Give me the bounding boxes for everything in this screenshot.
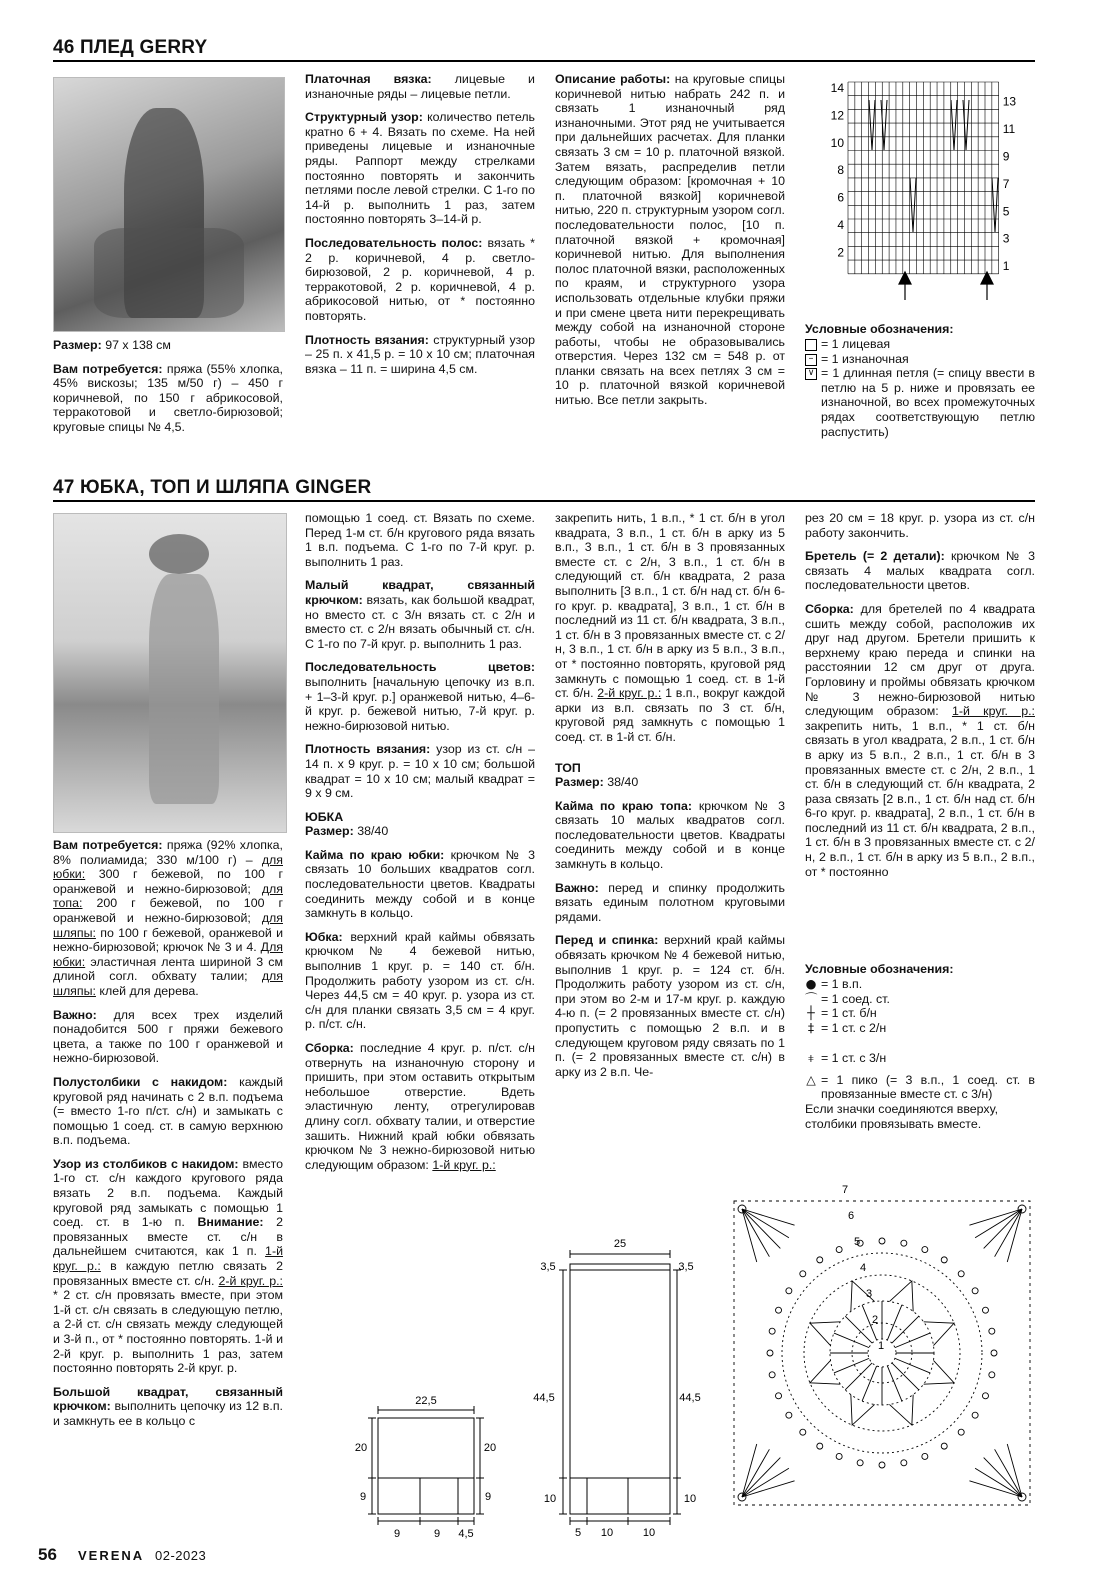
col1-46 bbox=[53, 338, 283, 444]
top-bottom-label-right: 9 bbox=[484, 1491, 492, 1503]
chain-arch bbox=[958, 1429, 964, 1435]
top-edge-label: Кайма по краю топа: bbox=[555, 798, 692, 813]
legend-chain-text: = 1 в.п. bbox=[821, 977, 863, 991]
row-label-left: 4 bbox=[837, 218, 844, 232]
dc-text: каждый круговой ряд начинать с 2 в.п. подъема (= вместо 1-го п/ст. с/н) и замыкать с помощью 1 соед. ст. в самую верхнюю в.п. подъема. bbox=[53, 1074, 283, 1148]
need-skirt2-label: Для юбки: bbox=[53, 940, 284, 969]
attention-text: 2 провязанных вместе ст. с/н в дальнейшем считаются, как 1 п. bbox=[53, 1215, 283, 1259]
assembly-text: последние 4 круг. р. п/ст. с/н отвернуть на изнаночную сторону и пришить, при этом оставить открытым небольшое отверстие. Вдеть эластичную ленту, отрегулировав длину согл. обхвату талии, и отверстие зашить. Нижний край юбки обвязать крючком № 3 нежно-бирюзовой нитью следующим образом: bbox=[305, 1041, 535, 1172]
top-assembly-text: для бретелей по 4 квадрата сшить между собой, расположив их друг над другом. Бретели пришить к верхнему краю переда и спинки на расстоянии 12 см друг от друга. Горловину и проймы обвязать крючком № 3 нежно-бирюзовой нитью следующим образом: bbox=[805, 601, 1035, 719]
col2-47 bbox=[305, 511, 535, 1181]
row-label-left: 2 bbox=[837, 245, 844, 260]
need-hat-text: по 100 г бежевой, оранжевой и нежно-бирюзовой; крючок № 3 и 4. bbox=[53, 925, 283, 955]
round-number: 7 bbox=[842, 1184, 849, 1196]
plaid-photo bbox=[53, 77, 285, 332]
chain-arch bbox=[776, 1307, 782, 1313]
skirt-title: ЮБКА bbox=[305, 809, 344, 824]
chain-arch bbox=[991, 1350, 997, 1356]
chain-arch bbox=[836, 1247, 842, 1253]
skirt-schematic bbox=[530, 1230, 710, 1540]
chain-arch bbox=[972, 1288, 978, 1294]
skirt-size-label: Размер: bbox=[305, 824, 354, 839]
row-label-right: 11 bbox=[1002, 122, 1016, 137]
top-height-label-right: 20 bbox=[483, 1442, 497, 1454]
smallsq-text: вязать, как большой квадрат, но вместо ст. с 3/н вязать ст. с 2/н и вместо ст. с 2/н вязать обычный ст. с/н. С 1-го по 7-й круг. р. выполнить 1 раз. bbox=[305, 592, 536, 651]
size-label: Размер: bbox=[53, 338, 102, 352]
row-label-left: 6 bbox=[837, 190, 844, 205]
round-number: 6 bbox=[848, 1210, 855, 1222]
col4-cont: рез 20 см = 18 круг. р. узора из ст. с/н работу закончить. bbox=[805, 511, 1035, 540]
top-w1-label: 9 bbox=[393, 1528, 401, 1540]
top-w3-label: 4,5 bbox=[458, 1528, 474, 1540]
col1-47 bbox=[53, 838, 283, 1438]
chain-arch bbox=[901, 1240, 907, 1246]
chain-arch bbox=[982, 1307, 988, 1313]
col2-cont: помощью 1 соед. ст. Вязать по схеме. Перед 1-м ст. б/н кругового ряда вязать 1 в.п. подъема. С 1-го по 7-й круг. р. выполнить 1 раз. bbox=[305, 511, 535, 569]
chain-arch bbox=[769, 1328, 775, 1334]
row-label-right: 9 bbox=[1002, 149, 1010, 164]
top-assembly-text2: закрепить нить, 1 в.п., * 1 ст. б/н связать в угол квадрата, 2 в.п., 1 ст. б/н в арку из 5 в.п., 2 в.п., 1 ст. б/н в 3 провязанных вместе ст. с 2/н, 2 в.п., 1 ст. б/н в следующий ст. б/н квадрата, 2 раза связать [2 в.п., 1 ст. б/н над ст. б/н 6-го круг. р. квадрата], 2 в.п., 1 ст. б/н в последний из 11 ст. б/н квадрата, 2 в.п., 1 ст. б/н в 3 провязанных вместе ст. с 2/н, 2 в.п., 1 ст. б/н в арку из 5 в.п., 2 в.п., от * постоянно bbox=[805, 718, 1035, 879]
chain-arch bbox=[901, 1460, 907, 1466]
col3-47 bbox=[555, 511, 785, 1088]
work-label: Описание работы: bbox=[555, 72, 671, 86]
need-label: Вам потребуется: bbox=[53, 361, 163, 376]
round-number: 5 bbox=[854, 1236, 861, 1248]
need-hat-label: для шляпы: bbox=[53, 910, 283, 940]
garter-label: Платочная вязка: bbox=[305, 72, 432, 86]
struct-label: Структурный узор: bbox=[305, 110, 423, 125]
legend-dc2-text: = 1 ст. с 2/н bbox=[821, 1020, 887, 1035]
legend-46-title: Условные обозначения: bbox=[805, 322, 954, 336]
need-top-text: 200 г бежевой, по 100 г оранжевой и нежно-бирюзовой; bbox=[53, 896, 283, 925]
gauge-text: структурный узор – 25 п. х 41,5 р. = 10 х 10 см; платочная вязка – 11 п. = ширина 4,5 см. bbox=[305, 332, 535, 376]
top-bottom-label-left: 9 bbox=[359, 1491, 367, 1503]
need-skirt-label: для юбки: bbox=[53, 852, 283, 882]
section-46-title: 46 ПЛЕД GERRY bbox=[53, 37, 208, 58]
legend-46 bbox=[805, 322, 1035, 439]
dc-label: Полустолбики с накидом: bbox=[53, 1074, 228, 1089]
legend-picot-text: = 1 пико (= 3 в.п., 1 соед. ст. в провязанные вместе ст. с 3/н) bbox=[821, 1072, 1035, 1102]
row-label-left: 10 bbox=[830, 135, 844, 150]
gauge-label: Плотность вязания: bbox=[305, 332, 429, 347]
knitting-chart bbox=[820, 72, 1020, 312]
front-text: верхний край каймы обвязать крючком № 4 бежевой нитью, выполнив 1 круг. р. = 124 ст. б/н. Продолжить работу узором из ст. с/н, при этом во 2-м и 17-м круг. р. каждую 4-ю п. (= 2 провязанных вместе ст. с/н) пропустить с помощью 2 в.п. и в следующем круговом ряду связать по 1 п. (= 2 провязанных вместе ст. с/н) в арку из 2 в.п. Че- bbox=[555, 933, 785, 1079]
top-important-text: перед и спинку продолжить вязать единым полотном круговыми рядами. bbox=[555, 880, 785, 924]
picot-icon: △ bbox=[806, 1071, 816, 1087]
need47-label: Вам потребуется: bbox=[53, 838, 163, 852]
section-47-rule bbox=[53, 500, 1035, 502]
legend-slip-text: = 1 соед. ст. bbox=[821, 991, 890, 1006]
slip-stitch-icon: ⌒ bbox=[805, 990, 818, 1006]
chain-arch bbox=[767, 1350, 773, 1356]
skirt-height-label-right: 44,5 bbox=[679, 1392, 701, 1404]
colors-label: Последовательность цветов: bbox=[305, 660, 535, 675]
skirt-text: верхний край каймы обвязать крючком № 4 бежевой нитью, выполнив 1 круг. р. = 140 ст. б/н. Продолжить работу узором из ст. с/н. Через 44,5 см = 40 круг. р. узора из ст. с/н для планки связать 3,5 см = 4 круг. р. п/ст. с/н. bbox=[305, 929, 535, 1032]
skirt-w3-label: 10 bbox=[642, 1527, 656, 1539]
chain-arch bbox=[922, 1453, 928, 1459]
need-skirt-text: 300 г бежевой, по 100 г оранжевой и нежно-бирюзовой; bbox=[53, 867, 283, 896]
skirt-bottom-label-left: 10 bbox=[543, 1493, 557, 1505]
issue-number: 02-2023 bbox=[155, 1548, 207, 1563]
row-label-left: 8 bbox=[837, 163, 844, 178]
need-text: пряжа (55% хлопка, 45% вискозы; 135 м/50 г) – 450 г коричневой, по 150 г абрикосовой, терракотовой и светло-бирюзовой; круговые спицы № 4,5. bbox=[53, 361, 283, 434]
chain-arch bbox=[941, 1257, 947, 1263]
ginger-photo bbox=[53, 513, 287, 833]
chain-arch bbox=[800, 1271, 806, 1277]
need-skirt2-text: эластичная лента шириной 3 см длиной согл. обхвату талии; bbox=[53, 954, 283, 984]
attention-label: Внимание: bbox=[197, 1215, 264, 1230]
top-body-rect bbox=[378, 1418, 474, 1514]
skirt-w2-label: 10 bbox=[600, 1527, 614, 1539]
colors-text: выполнить [начальную цепочку из в.п. + 1–3-й круг. р.] оранжевой нитью, 4–6-й круг. р. бежевой нитью, 7-й круг. р. нежно-бирюзовой нитью. bbox=[305, 674, 535, 733]
legend-note: Если значки соединяются вверху, столбики провязывать вместе. bbox=[805, 1101, 999, 1131]
row-label-right: 7 bbox=[1002, 176, 1010, 191]
legend-sc-text: = 1 ст. б/н bbox=[821, 1006, 877, 1021]
skirt-band-label-left: 3,5 bbox=[540, 1261, 556, 1273]
struct-text: количество петель кратно 6 + 4. Вязать по схеме. На ней приведены лицевые и изнаночные ряды. Раппорт между стрелками постоянно повторять и закончить петлями после левой стрелки. С 1-го по 14-й р. выполнить 1 раз, затем постоянно повторять 3–14-й р. bbox=[305, 110, 535, 227]
important-label: Важно: bbox=[53, 1007, 97, 1022]
col3-text2: 1 в.п., вокруг каждой арки из в.п. связать по 3 ст. б/н, круговой ряд замкнуть с помощью 1 соед. ст. в 1-й ст. б/н. bbox=[555, 686, 785, 744]
round-number: 1 bbox=[878, 1340, 885, 1352]
top-assembly-label: Сборка: bbox=[805, 601, 854, 616]
legend-long-text: = 1 длинная петля (= спицу ввести в петлю на 5 р. ниже и провязать ее изнаночной, во всех промежуточных рядах соответствующую петлю распустить) bbox=[821, 366, 1035, 439]
chain-arch bbox=[941, 1443, 947, 1449]
legend-47-title: Условные обозначения: bbox=[805, 962, 954, 976]
row-label-left: 14 bbox=[830, 81, 844, 95]
col3-text1: закрепить нить, 1 в.п., * 1 ст. б/н в угол квадрата, 3 в.п., 1 ст. б/н в арку из 5 в.п., 3 в.п., 1 ст. б/н в 3 провязанных вместе ст. с 2/н, 3 в.п., 1 ст. б/н в следующий ст. б/н квадрата, 2 раза выполнить [3 в.п., 1 ст. б/н над ст. б/н 6-го круг. р. квадрата], 3 в.п., 1 ст. б/н в последний из 11 ст. б/н квадрата, 3 в.п., 1 ст. б/н в 3 провязанных вместе ст. с 2/н, 3 в.п., 1 ст. б/н в арку из 5 в.п., 3 в.п., от * постоянно повторять, круговой ряд замкнуть с помощью 1 соед. ст. в 1-й ст. б/н. bbox=[555, 511, 785, 701]
chain-icon: ● bbox=[805, 976, 817, 991]
legend-dc3-text: = 1 ст. с 3/н bbox=[821, 1051, 887, 1066]
skirt-label: Юбка: bbox=[305, 929, 343, 944]
dc3-icon: ⧧ bbox=[807, 1050, 815, 1066]
skirt-height-label-left: 44,5 bbox=[533, 1392, 555, 1404]
need-top-label: для топа: bbox=[53, 881, 283, 911]
chain-arch bbox=[958, 1271, 964, 1277]
chain-arch bbox=[769, 1372, 775, 1378]
top-w2-label: 9 bbox=[433, 1528, 441, 1540]
important-text: для всех трех изделий понадобится 500 г пряжи бежевого цвета, а также по 100 г оранжевой и нежно-бирюзовой. bbox=[53, 1007, 283, 1066]
skirt-size: 38/40 bbox=[357, 824, 389, 839]
chain-arch bbox=[982, 1393, 988, 1399]
skirt-band-label-right: 3,5 bbox=[678, 1261, 694, 1273]
top-edge-text: крючком № 3 связать 10 малых квадратов согл. последовательности цветов. Квадраты соединить между собой и в конце замкнуть в кольцо. bbox=[555, 798, 785, 872]
work-text: на круговые спицы коричневой нитью набрать 242 п. и связать 1 изнаночный ряд изнаночными. Этот ряд не учитывается при дальнейших расчетах. Для планки связать 3 см = 10 р. платочной вязкой. Затем вязать, распределив петли следующим образом: [кромочная + 10 п. платочной вязкой] коричневой нитью, 220 п. структурным узором согл. последовательности полос, [10 п. платочной вязкой + кромочная] коричневой нитью. Для выполнения полос платочной вязки, расположенных по краям, и структурного узора использовать отдельные клубки пряжи и при смене цвета нити перекрещивать между собой на изнаночной стороне работы, чтобы не образовывались отверстия. Через 132 см = 548 р. от планки связать на всех петлях 3 см = 10 р. платочной вязкой коричневой нитью. Все петли закрыть. bbox=[555, 72, 785, 408]
top-width-label: 22,5 bbox=[415, 1395, 437, 1407]
sc-icon: ┼ bbox=[807, 1005, 815, 1021]
top-schematic bbox=[345, 1390, 515, 1540]
chain-arch bbox=[786, 1412, 792, 1418]
dc2-icon: ‡ bbox=[807, 1019, 815, 1035]
legend-purl-text: = 1 изнаночная bbox=[821, 351, 909, 366]
skirt-width-label: 25 bbox=[613, 1238, 627, 1250]
long-loop-icon: ⊽ bbox=[805, 368, 817, 380]
top-size-label: Размер: bbox=[555, 775, 604, 790]
chain-arch bbox=[922, 1247, 928, 1253]
skirt-body-rect bbox=[570, 1264, 670, 1514]
need47-text: пряжа (92% хлопка, 8% полиамида; 330 м/100 г) – bbox=[53, 838, 283, 867]
top-important-label: Важно: bbox=[555, 880, 599, 895]
chain-arch bbox=[879, 1238, 885, 1244]
col4-47 bbox=[805, 511, 1035, 888]
pattern-label: Узор из столбиков с накидом: bbox=[53, 1156, 239, 1171]
assembly-round-label: 1-й круг. р.: bbox=[432, 1157, 496, 1172]
row-label-right: 3 bbox=[1002, 231, 1010, 246]
legend-knit-text: = 1 лицевая bbox=[821, 337, 891, 351]
row-label-right: 1 bbox=[1002, 259, 1010, 274]
round1-text: в каждую петлю связать 2 провязанных вместе ст. с/н. bbox=[53, 1259, 283, 1288]
chain-arch bbox=[989, 1372, 995, 1378]
section-46-rule bbox=[53, 60, 1035, 62]
stripes-text: вязать * 2 р. коричневой, 4 р. светло-бирюзовой, 2 р. коричневой, 4 р. терракотовой, 2 р. коричневой, 4 р. абрикосовой нитью, от * постоянно повторять. bbox=[305, 235, 535, 323]
legend-47 bbox=[805, 962, 1035, 1131]
chain-arch bbox=[776, 1393, 782, 1399]
chain-arch bbox=[817, 1257, 823, 1263]
top-height-label-left: 20 bbox=[354, 1442, 368, 1454]
row-label-left: 12 bbox=[830, 108, 844, 123]
round-number: 4 bbox=[860, 1262, 867, 1274]
col3-46 bbox=[555, 72, 785, 417]
chain-arch bbox=[786, 1288, 792, 1294]
need-hat2-label: для шляпы: bbox=[53, 969, 283, 998]
chain-arch bbox=[857, 1460, 863, 1466]
knit-square-icon bbox=[805, 339, 817, 351]
col3-round2-label: 2-й круг. р.: bbox=[597, 686, 662, 701]
top-size: 38/40 bbox=[607, 775, 639, 790]
magazine-name: VERENA bbox=[78, 1548, 145, 1563]
pattern-text: вместо 1-го ст. с/н каждого кругового ряда вязать 2 в.п. подъема. Каждый круговой ряд замыкать с помощью 1 соед. ст. в 1-ю п. bbox=[53, 1156, 283, 1230]
chain-arch bbox=[800, 1429, 806, 1435]
chain-arch bbox=[836, 1453, 842, 1459]
bigsq-text: выполнить цепочку из 12 в.п. и замкнуть ее в кольцо с bbox=[53, 1399, 283, 1428]
top-title: ТОП bbox=[555, 760, 581, 775]
gauge47-label: Плотность вязания: bbox=[305, 742, 431, 757]
round-number: 3 bbox=[866, 1288, 873, 1300]
top-assembly-round-label: 1-й круг. р.: bbox=[951, 704, 1035, 719]
skirt-edge-text: крючком № 3 связать 10 больших квадратов согл. последовательности цветов. Квадраты соединить между собой и в конце замкнуть в кольцо. bbox=[305, 847, 535, 921]
round-ring bbox=[804, 1275, 960, 1431]
garter-text: лицевые и изнаночные ряды – лицевые петли. bbox=[305, 72, 535, 101]
smallsq-label: Малый квадрат, связанный крючком: bbox=[305, 578, 535, 607]
skirt-edge-label: Кайма по краю юбки: bbox=[305, 847, 445, 862]
long-loop-symbols bbox=[869, 100, 998, 232]
skirt-w1-label: 5 bbox=[574, 1527, 582, 1539]
crochet-square-diagram bbox=[722, 1183, 1042, 1523]
skirt-bottom-label-right: 10 bbox=[683, 1493, 697, 1505]
gauge47-text: узор из ст. с/н – 14 п. х 9 круг. р. = 10 х 10 см; большой квадрат = 10 х 10 см; малый квадрат = 9 х 9 см. bbox=[305, 742, 535, 801]
strap-text: крючком № 3 связать 4 малых квадрата согл. последовательности цветов. bbox=[805, 549, 1035, 593]
stripes-label: Последовательность полос: bbox=[305, 235, 483, 250]
need-hat2-text: клей для дерева. bbox=[99, 983, 199, 998]
round-ring bbox=[782, 1253, 982, 1453]
col2-46 bbox=[305, 72, 535, 385]
assembly-label: Сборка: bbox=[305, 1041, 354, 1055]
row-label-right: 5 bbox=[1002, 204, 1010, 219]
chain-arch bbox=[879, 1462, 885, 1468]
chain-arch bbox=[817, 1443, 823, 1449]
bigsq-label: Большой квадрат, связанный крючком: bbox=[53, 1384, 283, 1414]
purl-square-icon: – bbox=[805, 354, 817, 366]
strap-label: Бретель (= 2 детали): bbox=[805, 549, 945, 564]
section-47-title: 47 ЮБКА, ТОП И ШЛЯПА GINGER bbox=[53, 477, 372, 498]
round2-label: 2-й круг. р.: bbox=[218, 1273, 284, 1288]
round2-text: * 2 ст. с/н провязать вместе, при этом 1-й ст. с/н связать в следующую петлю, а 2-й ст. с/н связать между следующей и 3-й п., от * постоянно повторять. 1-й и 2-й круг. р. выполнить 1 раз, затем постоянно повторять 2-й круг. р. bbox=[53, 1288, 283, 1376]
round-number: 2 bbox=[872, 1314, 879, 1326]
size-value: 97 х 138 см bbox=[105, 338, 171, 352]
page-number: 56 bbox=[38, 1545, 57, 1564]
chain-arch bbox=[989, 1328, 995, 1334]
front-label: Перед и спинка: bbox=[555, 933, 659, 948]
round1-label: 1-й круг. р.: bbox=[53, 1244, 283, 1274]
row-label-right: 13 bbox=[1002, 94, 1017, 109]
chain-arch bbox=[972, 1412, 978, 1418]
